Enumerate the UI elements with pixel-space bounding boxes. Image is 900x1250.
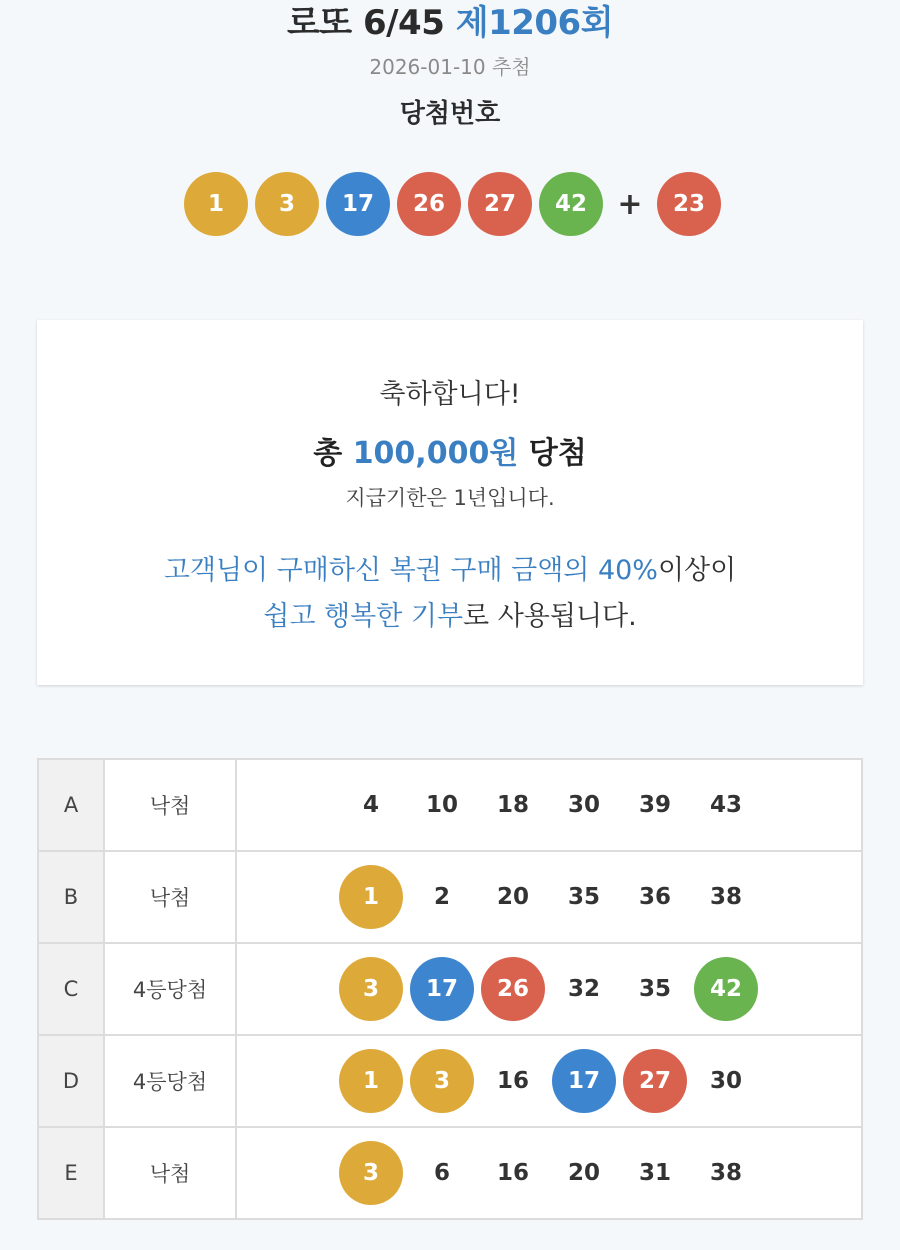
game-letter: B — [38, 851, 104, 943]
game-numbers — [236, 943, 862, 1035]
bonus-ball: 23 — [657, 172, 721, 236]
draw-date: 2026-01-10 추첨 — [369, 55, 531, 79]
donation-rest-1: 이상이 — [657, 555, 737, 586]
result-card — [37, 320, 863, 685]
congrats-text: 축하합니다! — [379, 379, 521, 410]
donation-highlight-1: 고객님이 구매하신 복권 구매 금액의 40% — [163, 555, 658, 586]
total-prize — [37, 428, 863, 472]
matched-number-ball: 26 — [481, 957, 545, 1021]
game-number: 16 — [496, 1068, 529, 1094]
winning-numbers-label: 당첨번호 — [399, 99, 501, 129]
matched-number-ball: 17 — [410, 957, 474, 1021]
game-letter: A — [38, 759, 104, 851]
winning-ball: 42 — [539, 172, 603, 236]
title-prefix: 로또 6/45 — [286, 3, 445, 43]
game-row — [38, 943, 862, 1035]
game-number: 43 — [709, 792, 742, 818]
matched-number-ball: 1 — [339, 865, 403, 929]
number-row — [339, 957, 861, 1021]
number-row — [339, 773, 861, 837]
game-number: 6 — [433, 1160, 450, 1186]
game-number: 36 — [638, 884, 671, 910]
matched-number-ball: 27 — [623, 1049, 687, 1113]
plus-sign: + — [617, 186, 643, 222]
game-row — [38, 759, 862, 851]
game-number: 20 — [496, 884, 529, 910]
game-number: 32 — [567, 976, 600, 1002]
matched-number-ball: 42 — [694, 957, 758, 1021]
winning-ball: 1 — [184, 172, 248, 236]
total-prefix: 총 — [313, 436, 343, 471]
number-row — [339, 1141, 861, 1205]
round-number: 제1206회 — [455, 3, 614, 43]
game-numbers — [236, 1035, 862, 1127]
game-numbers — [236, 1127, 862, 1219]
game-number: 30 — [709, 1068, 742, 1094]
payment-deadline: 지급기한은 1년입니다. — [345, 486, 555, 510]
number-row — [339, 865, 861, 929]
game-number: 35 — [567, 884, 600, 910]
game-number: 16 — [496, 1160, 529, 1186]
matched-number-ball: 3 — [339, 1141, 403, 1205]
game-result: 낙첨 — [104, 851, 236, 943]
donation-line-2 — [37, 594, 863, 633]
game-number: 31 — [638, 1160, 671, 1186]
winning-ball: 27 — [468, 172, 532, 236]
donation-rest-2: 로 사용됩니다. — [463, 601, 637, 632]
game-number: 20 — [567, 1160, 600, 1186]
game-result: 낙첨 — [104, 759, 236, 851]
matched-number-ball: 17 — [552, 1049, 616, 1113]
winning-numbers — [184, 172, 744, 236]
game-number: 39 — [638, 792, 671, 818]
page-title — [0, 0, 900, 46]
total-suffix: 당첨 — [528, 436, 587, 471]
matched-number-ball: 1 — [339, 1049, 403, 1113]
number-row — [339, 1049, 861, 1113]
game-letter: D — [38, 1035, 104, 1127]
game-number: 38 — [709, 1160, 742, 1186]
games-table — [37, 758, 863, 1220]
game-numbers — [236, 851, 862, 943]
game-result: 4등당첨 — [104, 1035, 236, 1127]
game-number: 35 — [638, 976, 671, 1002]
game-numbers — [236, 759, 862, 851]
matched-number-ball: 3 — [339, 957, 403, 1021]
game-number: 2 — [433, 884, 450, 910]
game-row — [38, 1127, 862, 1219]
game-number: 30 — [567, 792, 600, 818]
total-amount: 100,000원 — [352, 436, 519, 471]
winning-ball: 26 — [397, 172, 461, 236]
game-row — [38, 851, 862, 943]
winning-ball: 3 — [255, 172, 319, 236]
game-number: 10 — [425, 792, 458, 818]
game-row — [38, 1035, 862, 1127]
game-number: 4 — [362, 792, 379, 818]
game-number: 38 — [709, 884, 742, 910]
game-result: 4등당첨 — [104, 943, 236, 1035]
game-number: 18 — [496, 792, 529, 818]
game-result: 낙첨 — [104, 1127, 236, 1219]
donation-highlight-2: 쉽고 행복한 기부 — [263, 601, 464, 632]
game-letter: E — [38, 1127, 104, 1219]
winning-ball: 17 — [326, 172, 390, 236]
game-letter: C — [38, 943, 104, 1035]
donation-line-1 — [37, 548, 863, 587]
matched-number-ball: 3 — [410, 1049, 474, 1113]
